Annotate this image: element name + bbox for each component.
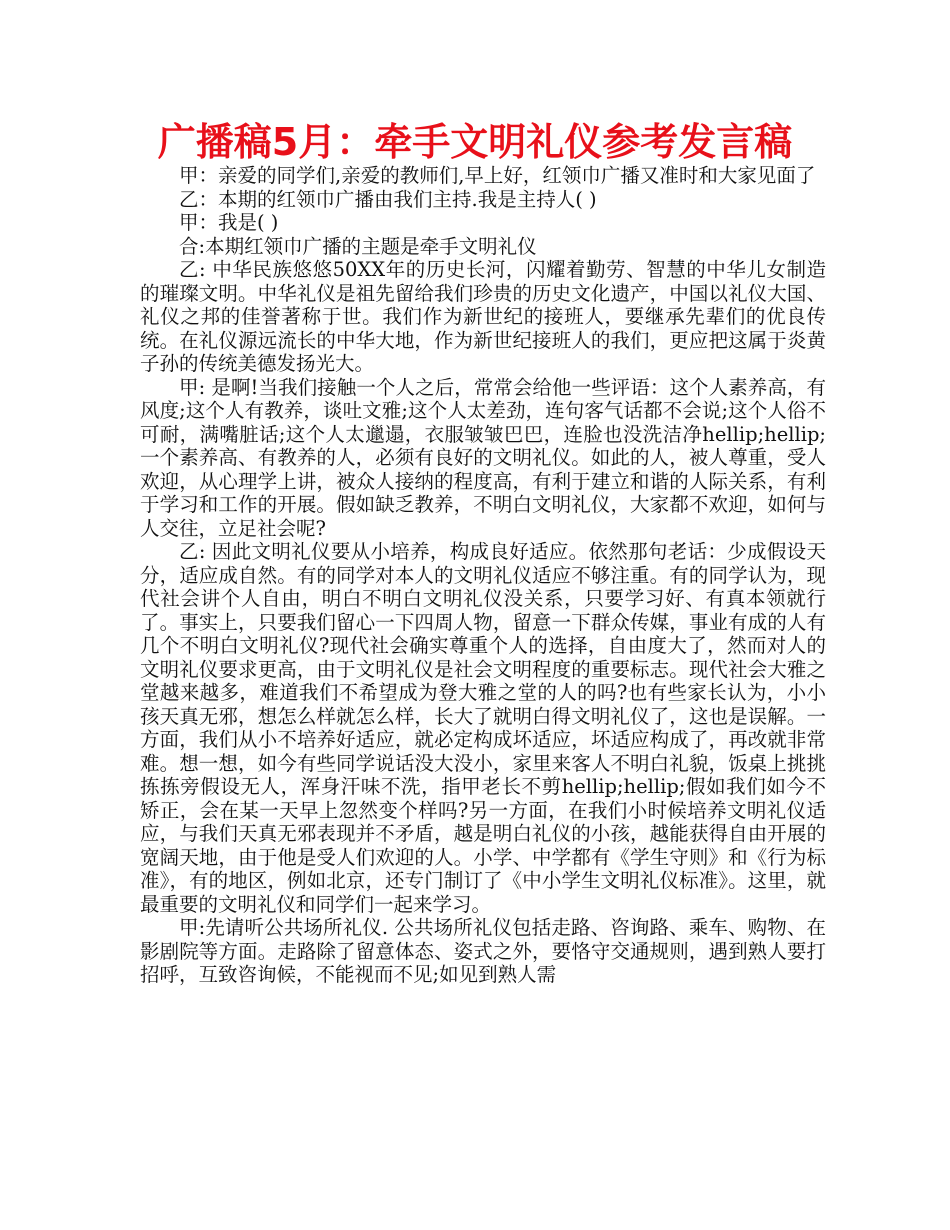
document-body (140, 164, 826, 987)
paragraph: 合:本期红领巾广播的主题是牵手文明礼仪 (179, 234, 537, 258)
paragraph: 乙: 中华民族悠悠50XX年的历史长河，闪耀着勤劳、智慧的中华儿女制造的璀璨文明。中华礼仪是祖先留给我们珍贵的历史文化遗产，中国以礼仪大国、礼仪之邦的佳誉著称于世。我们作为新世纪的接班人，要继承先辈们的优良传统。在礼仪源远流长的中华大地，作为新世纪接班人的我们，更应把这属于炎黄子孙的传统美德发扬光大。 (140, 258, 826, 375)
paragraph: 甲: 是啊!当我们接触一个人之后，常常会给他一些评语：这个人素养高，有风度;这个人有教养，谈吐文雅;这个人太差劲，连句客气话都不会说;这个人俗不可耐，满嘴脏话;这个人太邋遢，衣服皱皱巴巴，连脸也没洗洁净hellip;hellip;一个素养高、有教养的人，必须有良好的文明礼仪。如此的人，被人尊重，受人欢迎，从心理学上讲，被众人接纳的程度高，有利于建立和谐的人际关系，有利于学习和工作的开展。假如缺乏教养，不明白文明礼仪，大家都不欢迎，如何与人交往，立足社会呢? (140, 375, 826, 540)
paragraph: 乙：本期的红领巾广播由我们主持.我是主持人( ) (179, 187, 597, 211)
document-title: 广播稿5月：牵手文明礼仪参考发言稿 (157, 120, 793, 164)
paragraph: 甲：我是( ) (179, 211, 279, 234)
paragraph: 甲:先请听公共场所礼仪. 公共场所礼仪包括走路、咨询路、乘车、购物、在影剧院等方面。走路除了留意体态、姿式之外，要恪守交通规则，遇到熟人要打招呼，互致咨询候，不能视而不见;如见到熟人需 (140, 916, 826, 986)
paragraph: 甲：亲爱的同学们,亲爱的教师们,早上好，红领巾广播又准时和大家见面了 (179, 164, 816, 187)
paragraph: 乙: 因此文明礼仪要从小培养，构成良好适应。依然那句老话：少成假设天分，适应成自然。有的同学对本人的文明礼仪适应不够注重。有的同学认为，现代社会讲个人自由，明白不明白文明礼仪没关系，只要学习好、有真本领就行了。事实上，只要我们留心一下四周人物，留意一下群众传媒，事业有成的人有几个不明白文明礼仪?现代社会确实尊重个人的选择，自由度大了，然而对人的文明礼仪要求更高，由于文明礼仪是社会文明程度的重要标志。现代社会大雅之堂越来越多，难道我们不希望成为登大雅之堂的人的吗?也有些家长认为，小小孩天真无邪，想怎么样就怎么样，长大了就明白得文明礼仪了，这也是误解。一方面，我们从小不培养好适应，就必定构成坏适应，坏适应构成了，再改就非常难。想一想，如今有些同学说话没大没小，家里来客人不明白礼貌，饭桌上挑挑拣拣旁假设无人，浑身汗味不洗，指甲老长不剪hellip;hellip;假如我们如今不矫正，会在某一天早上忽然变个样吗?另一方面，在我们小时候培养文明礼仪适应，与我们天真无邪表现并不矛盾，越是明白礼仪的小孩，越能获得自由开展的宽阔天地，由于他是受人们欢迎的人。小学、中学都有《学生守则》和《行为标准》，有的地区，例如北京，还专门制订了《中小学生文明礼仪标准》。这里，就最重要的文明礼仪和同学们一起来学习。 (140, 540, 826, 916)
